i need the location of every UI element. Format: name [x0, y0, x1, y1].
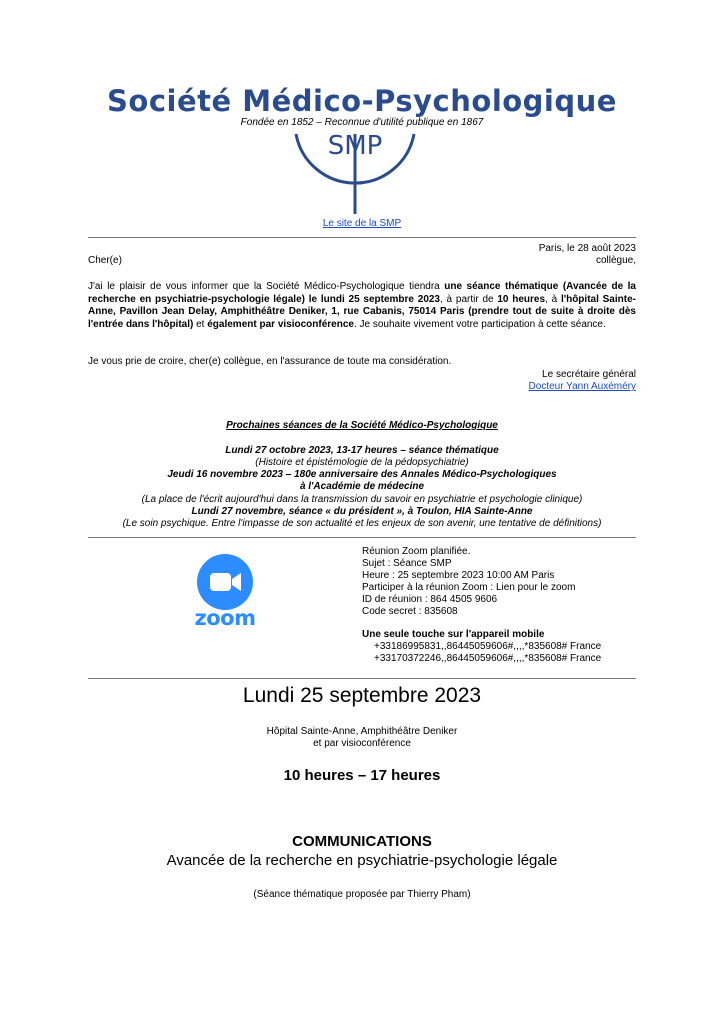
text-run: et: [193, 318, 208, 330]
session-2-title-2: [0, 481, 724, 494]
zoom-line: Participer à la réunion Zoom : Lien pour le zoom: [362, 582, 576, 593]
zoom-line: Code secret : 835608: [362, 606, 458, 617]
salutation-left: Cher(e): [88, 255, 122, 266]
session-3-title: [0, 506, 724, 519]
site-link[interactable]: Le site de la SMP: [322, 218, 402, 229]
zoom-line: ID de réunion : 864 4505 9606: [362, 594, 498, 605]
tagline: Fondée en 1852 – Reconnue d'utilité publique en 1867: [240, 117, 484, 128]
signature-name: [88, 381, 636, 394]
place-date: Paris, le 28 août 2023: [538, 243, 636, 254]
session-1-title-text: Lundi 27 octobre 2023, 13-17 heures – séance thématique: [225, 445, 499, 456]
smp-logo: [290, 128, 420, 218]
session-2-title-1: [0, 469, 724, 482]
zoom-meeting-info: [362, 546, 642, 665]
event-date: Lundi 25 septembre 2023: [242, 684, 482, 707]
zoom-line: Sujet : Séance SMP: [362, 558, 452, 569]
upcoming-heading: [0, 420, 724, 433]
text-run-bold: 10 heures: [497, 293, 546, 305]
session-3-sub: (Le soin psychique. Entre l'impasse de son actualité et les enjeux de son avenir, une tentative de définitions): [122, 518, 602, 529]
zoom-logo-text: zoom: [194, 606, 256, 630]
mobile-heading: Une seule touche sur l'appareil mobile: [362, 629, 545, 640]
zoom-line: Heure : 25 septembre 2023 10:00 AM Paris: [362, 570, 555, 581]
divider: [88, 237, 636, 238]
event-place-1: Hôpital Sainte-Anne, Amphithéâtre Deniker: [266, 726, 458, 737]
event-hours: 10 heures – 17 heures: [283, 767, 441, 784]
text-run: , à: [545, 293, 561, 305]
event-place-2: et par visioconférence: [313, 738, 411, 749]
mobile-number: +33186995831,,86445059606#,,,,*835608# France: [374, 641, 602, 652]
session-2-sub: (La place de l'écrit aujourd'hui dans la transmission du savoir en psychiatrie et psychologie clinique): [141, 494, 583, 505]
mobile-number: +33170372246,,86445059606#,,,,*835608# France: [374, 653, 602, 664]
session-2-title-text: Jeudi 16 novembre 2023 – 180e anniversaire des Annales Médico-Psychologiques: [167, 469, 557, 480]
session-1-sub: (Histoire et épistémologie de la pédopsychiatrie): [255, 457, 469, 468]
zoom-logo-circle: [197, 554, 253, 610]
text-run: . Je souhaite vivement votre participation à cette séance.: [353, 318, 606, 330]
closing: Je vous prie de croire, cher(e) collègue, en l'assurance de toute ma considération.: [88, 356, 452, 367]
text-run-bold: l'hôpital Sainte-Anne, Pavillon Jean Delay, Amphithéâtre Deniker, 1, rue Cabanis, 75014 Paris (prendre tout de suite à droite dès l'entrée dans l'hôpital): [88, 293, 636, 330]
event-theme: Avancée de la recherche en psychiatrie-psychologie légale: [166, 852, 558, 869]
society-name: Société Médico-Psychologique: [107, 84, 617, 118]
letter-paragraph: [88, 281, 636, 331]
upcoming-heading-text: Prochaines séances de la Société Médico-Psychologique: [226, 420, 498, 431]
signature-title: Le secrétaire général: [542, 369, 636, 380]
session-1-title: [0, 445, 724, 458]
zoom-line: Réunion Zoom planifiée.: [362, 546, 471, 557]
text-run-bold: une séance thématique (Avancée de la recherche en psychiatrie-psychologie légale) le lundi 25 septembre 2023: [88, 281, 636, 305]
session-3-title-text: Lundi 27 novembre, séance « du président », à Toulon, HIA Sainte-Anne: [191, 506, 533, 517]
session-2-title-text-2: à l'Académie de médecine: [299, 481, 425, 492]
communications-heading: COMMUNICATIONS: [292, 833, 432, 850]
divider: [88, 537, 636, 538]
text-run-bold: également par visioconférence: [207, 318, 354, 330]
text-run: , à partir de: [440, 293, 498, 305]
proposed-by: (Séance thématique proposée par Thierry Pham): [253, 889, 471, 900]
salutation-right: collègue,: [595, 255, 636, 266]
signature-link[interactable]: Docteur Yann Auxéméry: [528, 381, 636, 392]
video-camera-icon: [197, 554, 253, 610]
divider: [88, 678, 636, 679]
text-run: J'ai le plaisir de vous informer que la Société Médico-Psychologique tiendra: [88, 281, 445, 292]
logo-text: SMP: [327, 131, 383, 161]
